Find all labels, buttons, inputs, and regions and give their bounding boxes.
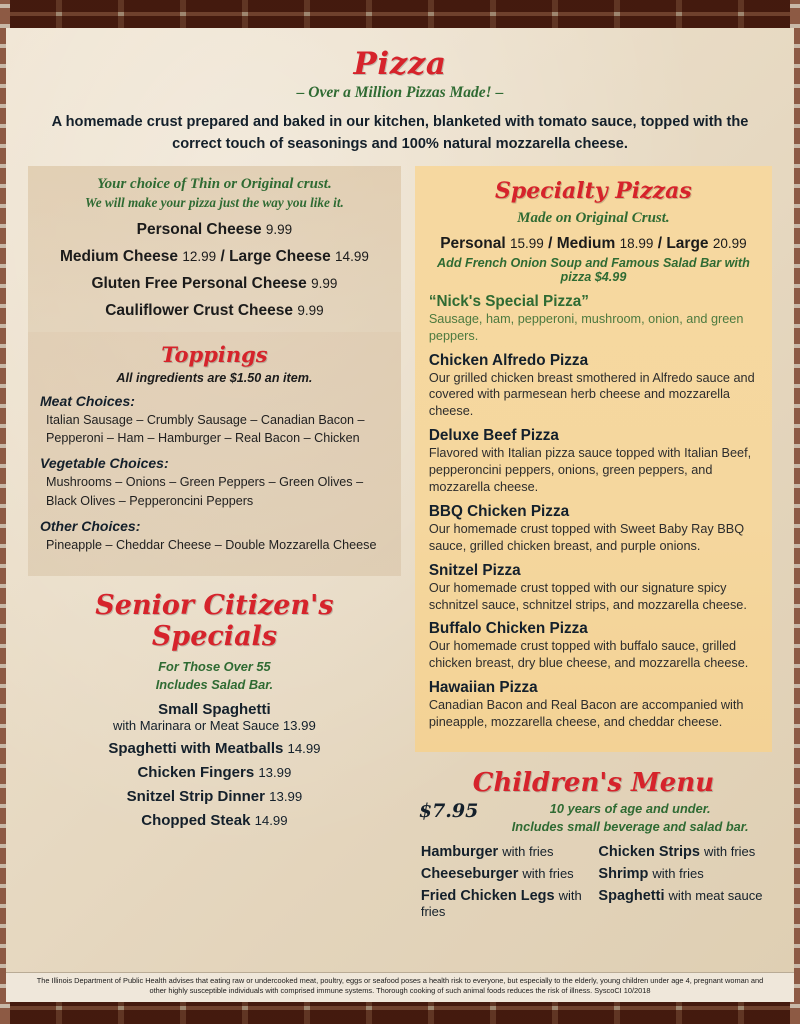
pizza-description: Our homemade crust topped with buffalo sauce, grilled chicken breast, dry blue cheese, and mozzarella cheese. — [428, 639, 749, 671]
pizza-name: Buffalo Chicken Pizza — [428, 620, 588, 638]
right-column — [415, 166, 772, 920]
childrens-menu-section — [415, 768, 772, 920]
child-item-name: Chicken Strips — [598, 843, 700, 860]
child-menu-item — [598, 844, 772, 860]
childrens-menu-price: $7.95 — [418, 800, 479, 823]
childrens-menu-note — [488, 800, 772, 836]
senior-item-price: 13.99 — [282, 717, 316, 733]
cauliflower-price: 9.99 — [297, 302, 324, 318]
topping-group-heading: Meat Choices: — [40, 392, 135, 409]
senior-item-price: 13.99 — [269, 788, 303, 804]
childrens-note-line2: Includes small beverage and salad bar. — [511, 818, 749, 834]
large-cheese-price: 14.99 — [335, 248, 369, 264]
senior-item-price: 13.99 — [258, 764, 292, 780]
childrens-menu-header — [415, 800, 772, 836]
child-item-name: Shrimp — [598, 865, 649, 882]
child-item-name: Fried Chicken Legs — [420, 887, 555, 904]
pizza-description: Flavored with Italian pizza sauce topped with Italian Beef, pepperoncini peppers, onions, green peppers, and mozzarella cheese. — [428, 446, 752, 495]
child-menu-item — [421, 888, 595, 920]
senior-item-name: Spaghetti with Meatballs — [108, 739, 284, 757]
pizza-description: Our homemade crust topped with Sweet Baby Ray BBQ sauce, grilled chicken breast, and purple onions. — [428, 521, 745, 553]
specialty-personal-price: 15.99 — [509, 235, 544, 251]
brick-border-top — [0, 0, 800, 30]
senior-item — [28, 764, 401, 781]
specialty-addon-note: Add French Onion Soup and Famous Salad Bar with pizza $4.99 — [437, 255, 750, 284]
specialty-pizzas-title: Specialty Pizzas — [495, 177, 692, 204]
topping-group-items: Italian Sausage – Crumbly Sausage – Canadian Bacon – Pepperoni – Ham – Hamburger – Real Bacon – Chicken — [46, 412, 365, 446]
child-item-with: with fries — [502, 843, 554, 859]
senior-item-name: Small Spaghetti — [158, 700, 271, 718]
health-disclaimer: The Illinois Department of Public Health advises that eating raw or undercooked meat, poultry, eggs or seafood poses a health risk to everyone, but especially to the elderly, young children under age 4, pregnant woman and other highly susceptible individuals with comprised immune systems. Thorough cooking of such animal foods reduces the risk of illness. SyscoCI 10/2018 — [6, 972, 794, 1002]
made-on-crust-note: Made on Original Crust. — [517, 209, 670, 226]
child-item-name: Hamburger — [420, 843, 499, 860]
senior-item-name: Chopped Steak — [141, 811, 251, 829]
pizza-name: Chicken Alfredo Pizza — [428, 351, 589, 369]
pizza-description: Our homemade crust topped with our signature spicy schnitzel sauce, schnitzel strips, and mozzarella cheese. — [428, 580, 747, 612]
specialty-medium-label: Medium — [556, 234, 616, 252]
price-row-cauliflower — [38, 302, 391, 320]
price-row-medium-large-cheese — [38, 248, 391, 266]
topping-group-items: Mushrooms – Onions – Green Peppers – Green Olives – Black Olives – Pepperoncini Peppers — [46, 475, 364, 508]
specialty-personal-label: Personal — [440, 234, 506, 252]
personal-cheese-label: Personal Cheese — [136, 220, 262, 238]
page-title: Pizza — [353, 46, 447, 82]
gluten-free-price: 9.99 — [311, 275, 338, 291]
toppings-title: Toppings — [161, 341, 268, 367]
pizza-item — [429, 352, 758, 421]
price-separator: / — [220, 247, 225, 265]
menu-page — [6, 28, 794, 972]
pizza-description: Canadian Bacon and Real Bacon are accompanied with pineapple, mozzarella cheese, and cheddar cheese. — [428, 698, 744, 730]
crust-heading-line2: We will make your pizza just the way you like it. — [85, 195, 344, 211]
senior-note-line2: Includes Salad Bar. — [155, 677, 274, 692]
topping-group-items: Pineapple – Cheddar Cheese – Double Mozzarella Cheese — [46, 537, 377, 552]
childrens-note-line1: 10 years of age and under. — [549, 801, 711, 817]
specialty-price-row — [429, 235, 758, 253]
child-item-with: with fries — [652, 865, 704, 881]
senior-note — [28, 658, 401, 694]
child-item-name: Spaghetti — [598, 887, 665, 904]
price-separator: / — [657, 234, 663, 252]
pizza-name: Hawaiian Pizza — [428, 679, 538, 697]
medium-cheese-price: 12.99 — [182, 248, 217, 264]
topping-group-meat — [40, 393, 389, 448]
pizza-item — [429, 679, 758, 731]
senior-specials-title: Senior Citizen's Specials — [95, 590, 334, 653]
pizza-name: Deluxe Beef Pizza — [428, 427, 559, 445]
senior-item-sub — [28, 718, 401, 733]
pizza-item — [429, 562, 758, 614]
toppings-note: All ingredients are $1.50 an item. — [116, 370, 313, 385]
child-item-with: with fries — [420, 887, 582, 919]
child-menu-item — [598, 866, 772, 882]
senior-item — [28, 788, 401, 805]
specialty-large-label: Large — [666, 234, 709, 252]
pizza-name: BBQ Chicken Pizza — [428, 502, 570, 520]
specialty-pizzas-section — [415, 166, 772, 752]
senior-item-name: Chicken Fingers — [137, 763, 255, 781]
child-menu-item — [421, 866, 595, 882]
topping-group-vegetable — [40, 455, 389, 510]
gluten-free-label: Gluten Free Personal Cheese — [91, 274, 307, 292]
senior-item — [28, 740, 401, 757]
senior-item — [28, 812, 401, 829]
left-column — [28, 166, 401, 829]
price-row-gluten-free — [38, 275, 391, 293]
brick-border-bottom — [0, 1002, 800, 1024]
crust-heading-line1: Your choice of Thin or Original crust. — [97, 175, 332, 192]
senior-item-price: 14.99 — [287, 740, 321, 756]
child-item-with: with meat sauce — [668, 887, 763, 903]
cauliflower-label: Cauliflower Crust Cheese — [105, 301, 294, 319]
child-menu-item — [598, 888, 772, 920]
intro-paragraph: A homemade crust prepared and baked in our kitchen, blanketed with tomato sauce, topped with the correct touch of seasonings and 100% natural mozzarella cheese. — [51, 114, 749, 152]
tagline: – Over a Million Pizzas Made! – — [296, 84, 504, 101]
senior-item-price: 14.99 — [254, 812, 288, 828]
specialty-large-price: 20.99 — [712, 235, 747, 251]
crust-section — [28, 166, 401, 332]
childrens-menu-items — [415, 844, 772, 920]
child-item-name: Cheeseburger — [420, 865, 519, 882]
large-cheese-label: Large Cheese — [229, 247, 331, 265]
senior-note-line1: For Those Over 55 — [158, 659, 271, 675]
child-menu-item — [421, 844, 595, 860]
pizza-name: “Nick's Special Pizza” — [428, 292, 589, 310]
child-item-with: with fries — [522, 865, 574, 881]
senior-specials-section — [28, 590, 401, 829]
senior-item-name: Snitzel Strip Dinner — [126, 787, 265, 805]
pizza-name: Snitzel Pizza — [428, 561, 521, 579]
pizza-item — [429, 293, 758, 345]
pizza-item — [429, 620, 758, 672]
senior-item — [28, 701, 401, 733]
crust-heading — [38, 174, 391, 212]
specialty-medium-price: 18.99 — [619, 235, 654, 251]
topping-group-heading: Other Choices: — [40, 517, 141, 534]
pizza-description: Our grilled chicken breast smothered in Alfredo sauce and covered with parmesean herb cheese and mozzarella cheese. — [428, 370, 755, 419]
child-item-with: with fries — [703, 843, 756, 859]
personal-cheese-price: 9.99 — [265, 221, 293, 237]
price-separator: / — [548, 234, 553, 252]
pizza-item — [429, 503, 758, 555]
childrens-menu-title: Children's Menu — [472, 768, 715, 799]
toppings-section — [28, 332, 401, 576]
pizza-item — [429, 427, 758, 496]
topping-group-other — [40, 518, 389, 554]
medium-cheese-label: Medium Cheese — [60, 247, 179, 265]
pizza-description: Sausage, ham, pepperoni, mushroom, onion, and green peppers. — [428, 311, 744, 343]
senior-item-sub-text: with Marinara or Meat Sauce — [113, 717, 280, 733]
price-row-personal-cheese — [38, 221, 391, 239]
topping-group-heading: Vegetable Choices: — [40, 455, 169, 472]
two-column-layout — [28, 166, 772, 920]
